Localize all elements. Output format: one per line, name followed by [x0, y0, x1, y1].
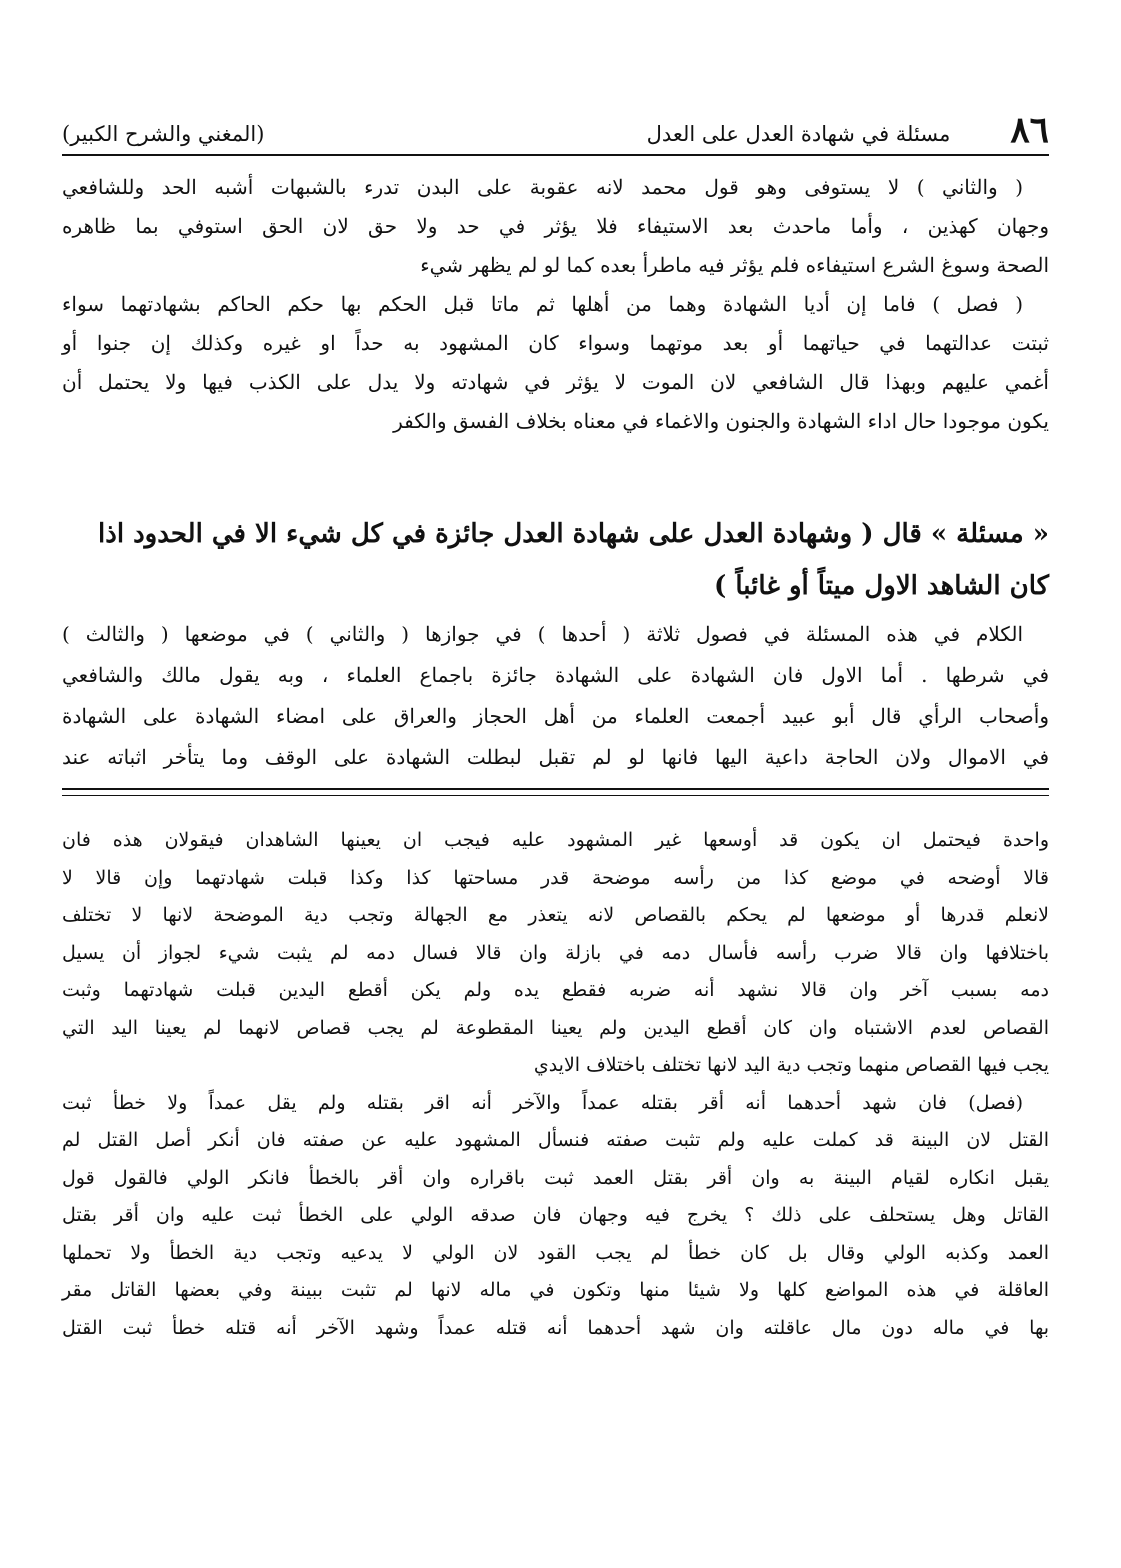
text-line: بها في ماله دون مال عاقلته وان شهد أحدهما أنه قتله عمداً وشهد الآخر أنه قتله خطأ ثبت القتل	[62, 1316, 1049, 1339]
commentary-text-block	[62, 822, 1049, 1347]
text-line: يقبل انكاره لقيام البينة به وان أقر بقتل العمد ثبت باقراره وان أقر بالخطأ فانكر الولي فالقول قول	[62, 1166, 1049, 1189]
page-header	[62, 96, 1049, 156]
upper-text-block	[62, 168, 1049, 441]
text-line: دمه بسبب آخر وان قالا نشهد أنه ضربه فقطع يده ولم يكن أقطع اليدين قبلت شهادتهما وثبت	[62, 979, 1049, 1001]
text-line: وأصحاب الرأي قال أبو عبيد أجمعت العلماء من أهل الحجاز والعراق على امضاء الشهادة على الشهادة	[62, 704, 1049, 728]
text-line: قالا أوضحه في موضع كذا من رأسه موضحة قدر مساحتها كذا وكذا قبلت شهادتهما وإن قالا لا	[62, 866, 1049, 889]
page-number: ٨٦	[1010, 109, 1049, 151]
heading-line: « مسئلة » قال ( وشهادة العدل على شهادة العدل جائزة في كل شيء الا في الحدود اذا	[98, 519, 1049, 549]
divider-rule	[62, 788, 1049, 790]
text-line: في الاموال ولان الحاجة داعية اليها فانها لو لم تقبل لبطلت الشهادة على الوقف وما يتأخر اثباته عند	[62, 745, 1049, 769]
divider-rule	[62, 795, 1049, 796]
text-line: يجب فيها القصاص منهما وتجب دية اليد لانها تختلف باختلاف الايدي	[533, 1054, 1049, 1076]
text-line: لانعلم قدرها أو موضعها لم يحكم بالقصاص لانه يتعذر مع الجهالة وتجب دية الموضحة لانها لا تختلف	[62, 904, 1049, 926]
section-heading	[62, 508, 1049, 612]
book-title: (المغني والشرح الكبير)	[62, 122, 265, 146]
text-line: العمد وكذبه الولي وقال بل كان خطأ لم يجب القود لان الولي لا يدعيه وتجب دية الخطأ ولا تحملها	[62, 1241, 1049, 1264]
text-line: أغمي عليهم وبهذا قال الشافعي لان الموت لا يؤثر في شهادته ولا يدل على الكذب فيها ولا يحتمل أن	[62, 370, 1049, 394]
text-line: في شرطها . أما الاول فان الشهادة على الشهادة جائزة باجماع العلماء ، وبه يقول مالك والشافعي	[62, 663, 1049, 687]
text-line: باختلافها وان قالا ضرب رأسه فأسال دمه في بازلة وان قالا فسال دمه لم يثبت شيء لجواز أن يسيل	[62, 941, 1049, 964]
text-line: الصحة وسوغ الشرع استيفاءه فلم يؤثر فيه ماطرأ بعده كما لو لم يظهر شيء	[420, 253, 1049, 277]
text-line: العاقلة في هذه المواضع كلها ولا شيئا منها وتكون في ماله لانها لم تثبت ببينة وفي بعضها القاتل مقر	[62, 1279, 1049, 1301]
text-line: ثبتت عدالتهما في حياتهما أو بعد موتهما وسواء كان المشهود به حداً او غيره وكذلك إن جنوا أو	[62, 331, 1049, 355]
text-line: واحدة فيحتمل ان يكون قد أوسعها غير المشهود عليه فيجب ان يعينها الشاهدان فيقولان هذه فان	[62, 829, 1049, 851]
text-line: ( والثاني ) لا يستوفى وهو قول محمد لانه عقوبة على البدن تدرء بالشبهات أشبه الحد وللشافعي	[62, 175, 1023, 199]
text-line: القاتل وهل يستحلف على ذلك ؟ يخرج فيه وجهان فان صدقه الولي على الخطأ ثبت عليه وان أقر بقتل	[62, 1204, 1049, 1226]
heading-line: كان الشاهد الاول ميتاً أو غائباً )	[714, 571, 1049, 601]
text-line: وجهان كهذين ، وأما ماحدث بعد الاستيفاء فلا يؤثر في حد ولا حق لان الحق استوفي بما ظاهره	[62, 214, 1049, 238]
text-line: ( فصل ) فاما إن أديا الشهادة وهما من أهلها ثم ماتا قبل الحكم بها حكم الحاكم بشهادتهما سواء	[62, 292, 1023, 316]
chapter-title: مسئلة في شهادة العدل على العدل	[646, 122, 951, 146]
text-line: (فصل) فان شهد أحدهما أنه أقر بقتله عمداً والآخر أنه اقر بقتله ولم يقل عمداً ولا خطأ ثبت	[62, 1091, 1023, 1114]
text-line: القصاص لعدم الاشتباه وان كان أقطع اليدين ولم يعينا المقطوعة لم يجب قصاص لانهما لم يعينا اليد التي	[62, 1016, 1049, 1039]
text-line: يكون موجودا حال اداء الشهادة والجنون والاغماء في معناه بخلاف الفسق والكفر	[393, 409, 1049, 433]
main-text-block	[62, 614, 1049, 778]
text-line: الكلام في هذه المسئلة في فصول ثلاثة ( أحدها ) في جوازها ( والثاني ) في موضعها ( والثالث )	[62, 622, 1023, 646]
text-line: القتل لان البينة قد كملت عليه ولم تثبت صفته فنسأل المشهود عليه عن صفته فان أنكر أصل القتل لم	[62, 1129, 1049, 1151]
